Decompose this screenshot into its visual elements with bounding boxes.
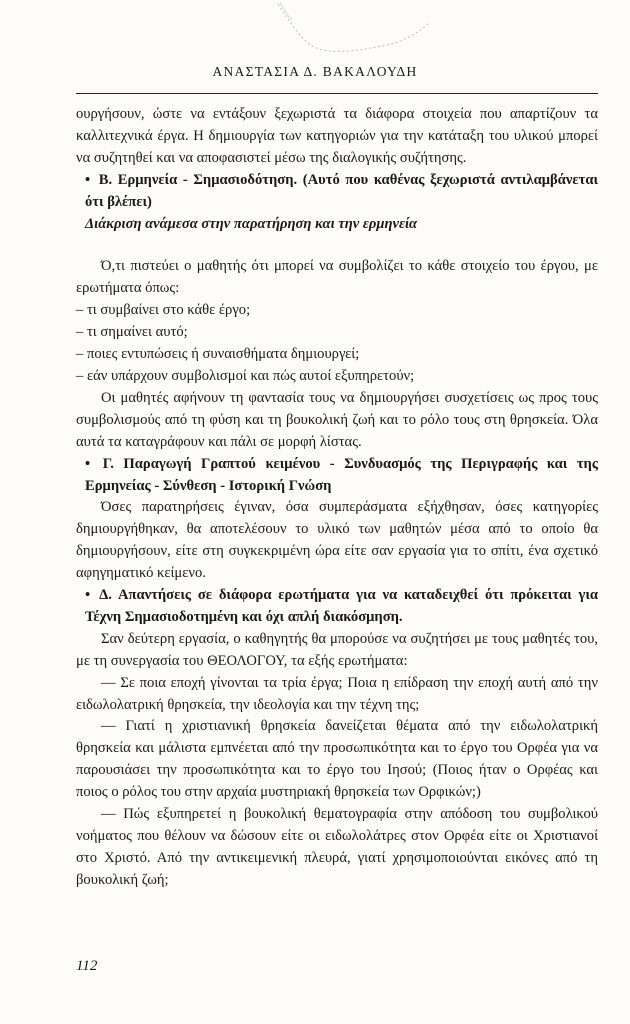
section-b-title: Β. Ερμηνεία - Σημασιοδότηση. — [98, 171, 298, 188]
section-d-paragraph: Σαν δεύτερη εργασία, ο καθηγητής θα μπορούσε να συζητήσει με τους μαθητές του, με τη συνεργασία του ΘΕΟΛΟΓΟΥ, τα εξής ερωτήματα: — [76, 630, 598, 669]
intro-paragraph: ουργήσουν, ώστε να εντάξουν ξεχωριστά τα διάφορα στοιχεία που απαρτίζουν τα καλλιτεχνικά έργα. Η δημιουργία των κατηγοριών για την κατάταξη του υλικού μπορεί να συζητηθεί και να αποφασιστεί μέσω της διαλογικής συζήτησης. — [76, 106, 598, 166]
bullet: • — [85, 171, 91, 188]
bullet: • — [85, 587, 91, 604]
question-item: — Σε ποια εποχή γίνονται τα τρία έργα; Ποια η επίδραση την εποχή αυτή από την ειδωλολατρική θρησκεία, την ιδεολογία και την τέχνη της; — [76, 674, 598, 713]
section-c-heading — [76, 454, 598, 498]
section-b-paragraph-2: Οι μαθητές αφήνουν τη φαντασία τους να δημιουργήσει συσχετίσεις ως προς τους συμβολισμούς από τη φύση και τη βουκολική ζωή και το ρόλο τους στη θρησκεία. Όλα αυτά τα καταγράφουν και πάλι σε μορφή λίστας. — [76, 389, 598, 450]
section-b-paragraph-1: Ό,τι πιστεύει ο μαθητής ότι μπορεί να συμβολίζει το κάθε στοιχείο του έργου, με ερωτήματα όπως: — [76, 258, 598, 297]
section-b-subheading: Διάκριση ανάμεσα στην παρατήρηση και την ερμηνεία — [85, 215, 418, 232]
bullet: • — [85, 455, 91, 472]
running-head: ΑΝΑΣΤΑΣΙΑ Δ. ΒΑΚΑΛΟΥΔΗ — [212, 64, 418, 79]
page-body — [76, 104, 598, 892]
section-d-title: Δ. Απαντήσεις σε διάφορα ερωτήματα για να καταδειχθεί ότι πρόκειται για Τέχνη Σημασιοδοτημένη και όχι απλή διακόσμηση. — [85, 587, 599, 625]
question-item: — Πώς εξυπηρετεί η βουκολική θεματογραφία στην απόδοση του συμβολικού νοήματος που θέλουν να δώσουν είτε οι ειδωλολάτρες στον Ορφέα είτε οι Χριστιανοί στο Χριστό. Από την αντικειμενική πλευρά, γιατί χρησιμοποιούνται εικόνες από τη βουκολική ζωή; — [76, 806, 598, 888]
scan-artifact — [270, 0, 440, 70]
header-rule — [76, 93, 598, 94]
question-item: — Γιατί η χριστιανική θρησκεία δανείζεται θέματα από την ειδωλολατρική θρησκεία και μάλιστα εμπνέεται από την προσωπικότητα και το έργο του Ορφέα για να παρουσιάσει την προσωπικότητα και το έργο του Ιησού; (Ποιος ήταν ο Ορφέας και ποιος ο ρόλος του στην αρχαία μυστηριακή θρησκεία των Ορφικών;) — [76, 718, 598, 801]
list-item: – ποιες εντυπώσεις ή συναισθήματα δημιουργεί; — [76, 346, 360, 363]
section-d-heading — [76, 585, 598, 629]
section-b-paren: (Αυτό που καθένας ξεχωριστά αντιλαμβάνεται ότι βλέπει) — [85, 171, 598, 210]
list-item: – εάν υπάρχουν συμβολισμοί και πώς αυτοί εξυπηρετούν; — [76, 367, 415, 384]
list-item: – τι συμβαίνει στο κάθε έργο; — [76, 302, 251, 319]
section-b-heading — [76, 170, 598, 214]
section-c-paragraph: Όσες παρατηρήσεις έγιναν, όσα συμπεράσματα εξήχθησαν, όσες κατηγορίες δημιουργήθηκαν, θα αποτελέσουν το υλικό των μαθητών μέσα από το οποίο θα δημιουργήσουν, είτε στη συγκεκριμένη ώρα είτε σαν εργασία για το σπίτι, ένα σχετικό αφηγηματικό κείμενο. — [76, 499, 598, 582]
page-number: 112 — [76, 958, 98, 974]
list-item: – τι σημαίνει αυτό; — [76, 324, 188, 341]
section-c-title: Γ. Παραγωγή Γραπτού κειμένου - Συνδυασμός της Περιγραφής και της Ερμηνείας - Σύνθεση - Ιστορική Γνώση — [85, 455, 599, 494]
